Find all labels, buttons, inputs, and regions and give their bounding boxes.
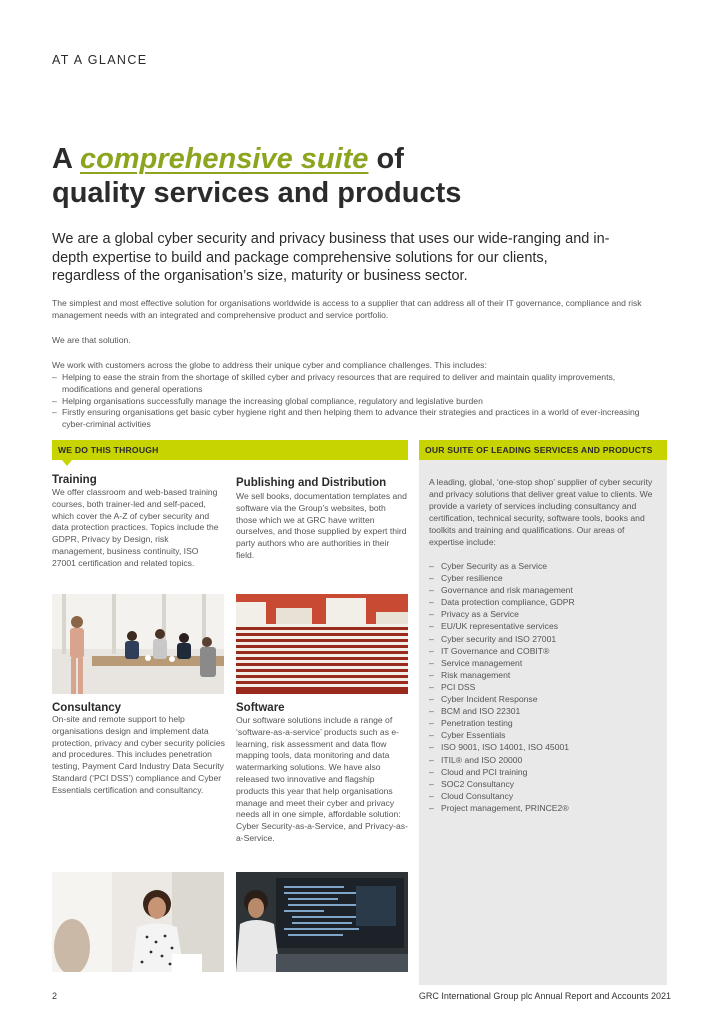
suite-item: – ITIL® and ISO 20000	[429, 754, 659, 766]
suite-item: – EU/UK representative services	[429, 620, 659, 632]
software-text: Our software solutions include a range of ‘software-as-a-service’ products such as e-learning, risk assessment and data flow mapping tools, data monitoring and data watermarking solutions. We have also released two innovative and flagship products this year that help organisations manage and meet their cyber and privacy needs all in one simple, affordable solution: Cyber Security-as-a-Service, and Privacy-as-a-Service.	[236, 715, 408, 843]
heading-notch	[62, 460, 72, 466]
headline-line2: quality services and products	[52, 177, 462, 209]
suite-item: – Cyber security and ISO 27001	[429, 633, 659, 645]
suite-item: – IT Governance and COBIT®	[429, 645, 659, 657]
suite-item: – SOC2 Consultancy	[429, 778, 659, 790]
software-title: Software	[236, 702, 285, 714]
suite-heading: OUR SUITE OF LEADING SERVICES AND PRODUCTS	[425, 445, 653, 455]
suite-item: – Project management, PRINCE2®	[429, 802, 659, 814]
suite-intro: A leading, global, ‘one-stop shop’ supplier of cyber security and privacy solutions that deliver great value to clients. We provide a variety of services including consultancy and certification, technical security, software tools, books and toolkits and training and qualifications. Our areas of expertise include:	[429, 477, 653, 548]
intro-paragraph: We are a global cyber security and privacy business that uses our wide-ranging and in-depth expertise to build and package comprehensive solutions for our clients, regardless of the organisation’s size, maturity or business sector.	[52, 231, 610, 284]
consultancy-photo	[52, 872, 224, 972]
publishing-text: We sell books, documentation templates and software via the Group’s websites, both those which we at GRC have written ourselves, and those supplied by expert third party authors who are authorities in their field.	[236, 491, 407, 560]
suite-item: – BCM and ISO 22301	[429, 705, 659, 717]
bullet-item: – Firstly ensuring organisations get basic cyber hygiene right and then helping them to advance their strategies and practices in a world of ever-increasing cyber-criminal activities	[52, 407, 652, 431]
we-do-heading: WE DO THIS THROUGH	[58, 445, 159, 455]
page-headline	[52, 142, 652, 210]
suite-item: – Cyber Essentials	[429, 729, 659, 741]
suite-item: – Penetration testing	[429, 717, 659, 729]
headline-prefix: A	[52, 143, 80, 175]
section-label: AT A GLANCE	[52, 53, 148, 67]
consultancy-title: Consultancy	[52, 702, 122, 714]
suite-item: – Governance and risk management	[429, 584, 659, 596]
challenge-bullets	[52, 372, 652, 431]
suite-item: – PCI DSS	[429, 681, 659, 693]
body-paragraph-2: We are that solution.	[52, 335, 131, 345]
suite-panel	[419, 460, 667, 985]
suite-item: – Cyber resilience	[429, 572, 659, 584]
headline-suffix: of	[368, 143, 404, 175]
suite-item: – ISO 9001, ISO 14001, ISO 45001	[429, 741, 659, 753]
suite-heading-bar	[419, 440, 667, 460]
software-photo	[236, 872, 408, 972]
suite-item: – Service management	[429, 657, 659, 669]
bullet-item: – Helping to ease the strain from the shortage of skilled cyber and privacy resources that are required to deliver and maintain quality improvements, modifications and general operations	[52, 372, 652, 396]
books-photo	[236, 594, 408, 694]
training-photo	[52, 594, 224, 694]
suite-item: – Cloud and PCI training	[429, 766, 659, 778]
body-paragraph-1: The simplest and most effective solution for organisations worldwide is access to a supplier that can address all of their IT governance, compliance and risk management needs with an integrated and comprehensive product and service portfolio.	[52, 298, 642, 320]
suite-item: – Privacy as a Service	[429, 608, 659, 620]
suite-item: – Cyber Security as a Service	[429, 560, 659, 572]
suite-item: – Risk management	[429, 669, 659, 681]
suite-item: – Cloud Consultancy	[429, 790, 659, 802]
suite-item: – Data protection compliance, GDPR	[429, 596, 659, 608]
page-number: 2	[52, 991, 58, 1001]
suite-item: – Cyber Incident Response	[429, 693, 659, 705]
suite-list	[429, 560, 659, 814]
headline-accent: comprehensive suite	[79, 143, 369, 175]
publishing-title: Publishing and Distribution	[236, 477, 387, 489]
body-paragraph-3: We work with customers across the globe to address their unique cyber and compliance challenges. This includes:	[52, 360, 487, 370]
we-do-heading-bar	[52, 440, 408, 460]
consultancy-text: On-site and remote support to help organisations design and implement data protection, privacy and cyber security policies and procedures. This includes penetration testing, Payment Card Industry Data Security Standard (‘PCI DSS’) compliance and Cyber Essentials certification and consultancy.	[52, 714, 225, 795]
footer-title: GRC International Group plc Annual Report and Accounts 2021	[418, 991, 671, 1001]
training-text: We offer classroom and web-based training courses, both trainer-led and self-paced, which cover the A-Z of cyber security and data protection practices. Topics include the GDPR, Privacy by Design, risk management, business continuity, ISO 27001 certification and related topics.	[52, 487, 219, 568]
bullet-item: – Helping organisations successfully manage the increasing global compliance, regulatory and legislative burden	[52, 396, 652, 408]
training-title: Training	[52, 474, 97, 486]
